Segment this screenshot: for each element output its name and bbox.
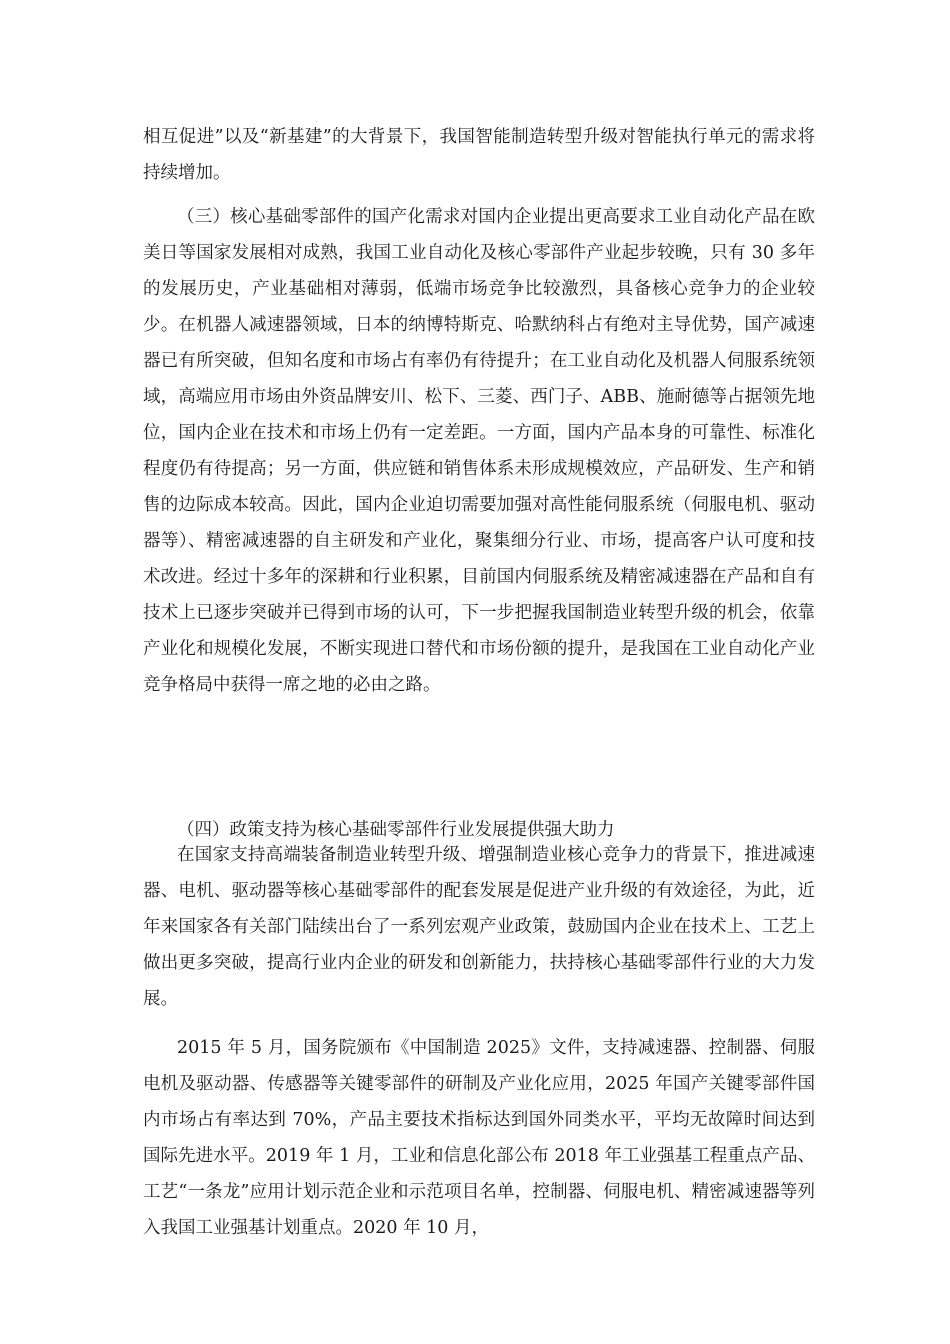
- paragraph-intro-continuation: 相互促进”以及“新基建”的大背景下，我国智能制造转型升级对智能执行单元的需求将持续增加。: [143, 127, 815, 183]
- paragraph-section-3: （三）核心基础零部件的国产化需求对国内企业提出更高要求工业自动化产品在欧美日等国家发展相对成熟，我国工业自动化及核心零部件产业起步较晚，只有 30 多年的发展历史，产业基础相对薄弱，低端市场竞争比较激烈，具备核心竞争力的企业较少。在机器人减速器领域，日本的纳博特斯克、哈默纳科占有绝对主导优势，国产减速器已有所突破，但知名度和市场占有率仍有待提升；在工业自动化及机器人伺服系统领域，高端应用市场由外资品牌安川、松下、三菱、西门子、ABB、施耐德等占据领先地位，国内企业在技术和市场上仍有一定差距。一方面，国内产品本身的可靠性、标准化程度仍有待提高；另一方面，供应链和销售体系未形成规模效应，产品研发、生产和销售的边际成本较高。因此，国内企业迫切需要加强对高性能伺服系统（伺服电机、驱动器等）、精密减速器的自主研发和产业化，聚集细分行业、市场，提高客户认可度和技术改进。经过十多年的深耕和行业积累，目前国内伺服系统及精密减速器在产品和自有技术上已逐步突破并已得到市场的认可，下一步把握我国制造业转型升级的机会，依靠产业化和规模化发展，不断实现进口替代和市场份额的提升，是我国在工业自动化产业竞争格局中获得一席之地的必由之路。: [143, 207, 815, 695]
- paragraph-policy-background: 在国家支持高端装备制造业转型升级、增强制造业核心竞争力的背景下，推进减速器、电机、驱动器等核心基础零部件的配套发展是促进产业升级的有效途径，为此，近年来国家各有关部门陆续出台了一系列宏观产业政策，鼓励国内企业在技术上、工艺上做出更多突破，提高行业内企业的研发和创新能力，扶持核心基础零部件行业的大力发展。: [143, 845, 815, 1009]
- heading-section-4: （四）政策支持为核心基础零部件行业发展提供强大助力: [177, 820, 615, 840]
- paragraph-policy-details: 2015 年 5 月，国务院颁布《中国制造 2025》文件，支持减速器、控制器、伺服电机及驱动器、传感器等关键零部件的研制及产业化应用，2025 年国产关键零部件国内市场占有率达到 70%，产品主要技术指标达到国外同类水平，平均无故障时间达到国际先进水平。2019 年 1 月，工业和信息化部公布 2018 年工业强基工程重点产品、工艺“一条龙”应用计划示范企业和示范项目名单，控制器、伺服电机、精密减速器等列入我国工业强基计划重点。2020 年 10 月，: [143, 1038, 815, 1238]
